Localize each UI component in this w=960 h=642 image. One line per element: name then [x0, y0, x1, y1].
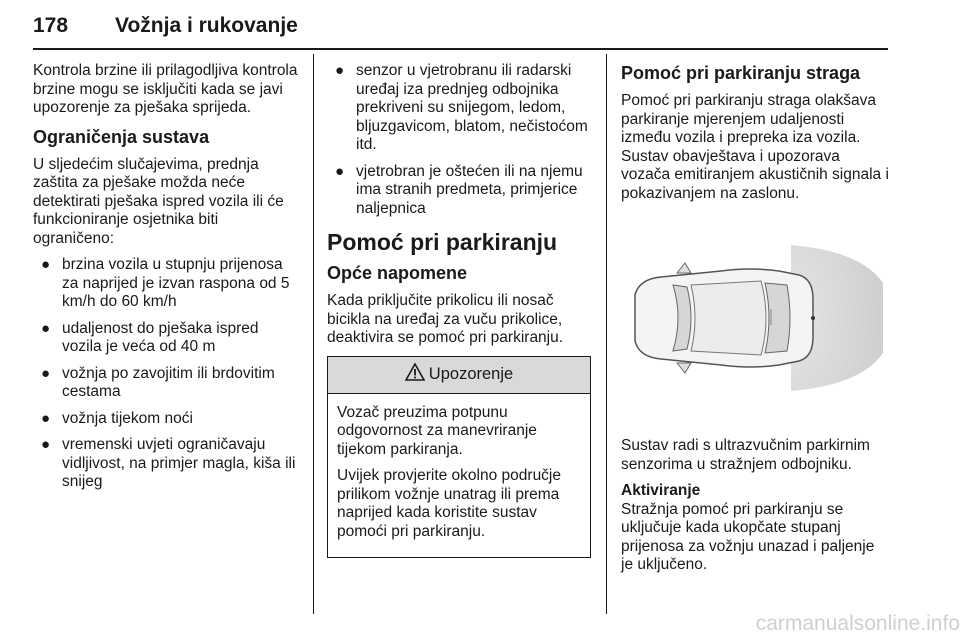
column-left	[33, 62, 301, 500]
warning-body	[328, 394, 590, 558]
rear-parking-paragraph: Pomoć pri parkiranju straga olakšava parkiranje mjerenjem udaljenosti između vozila i prepreka iza vozila. Sustav obavještava i upozorava vozača emitiranjem akustičnih signala i pokazivanjem na zaslonu.	[621, 92, 889, 202]
car-sensor-illustration	[621, 213, 885, 423]
rear-parking-heading: Pomoć pri parkiranju straga	[621, 63, 861, 83]
parking-assist-title: Pomoć pri parkiranju	[327, 229, 558, 255]
list-item: ● vožnja po zavojitim ili brdovitim cestama	[41, 364, 275, 400]
bullet-icon: ●	[41, 409, 51, 427]
bullet-icon: ●	[335, 162, 345, 180]
warning-triangle-icon	[405, 363, 425, 386]
activation-paragraph: Stražnja pomoć pri parkiranju se uključuje kada ukopčate stupanj prijenosa za vožnju unazad i paljenje je uključeno.	[621, 500, 875, 573]
list-item: ● vožnja tijekom noći	[41, 409, 193, 427]
list-item: ● udaljenost do pješaka ispred vozila je veća od 40 m	[41, 319, 259, 355]
list-item: ● vremenski uvjeti ograničavaju vidljivost, na primjer magla, kiša ili snijeg	[41, 436, 296, 490]
sensor-paragraph: Sustav radi s ultrazvučnim parkirnim senzorima u stražnjem odbojniku.	[621, 437, 870, 473]
bullet-icon: ●	[41, 364, 51, 382]
page-header	[33, 14, 888, 48]
warning-paragraph: Uvijek provjerite okolno područje prilikom vožnje unatrag ili prema naprijed kada koristite sustav pomoći pri parkiranju.	[337, 467, 562, 540]
system-limits-heading: Ograničenja sustava	[33, 126, 210, 147]
bullet-icon: ●	[335, 62, 345, 79]
bullet-icon: ●	[41, 319, 51, 337]
column-middle	[327, 62, 593, 558]
bullet-icon: ●	[41, 256, 51, 273]
general-notes-heading: Opće napomene	[327, 263, 468, 283]
list-item: ● brzina vozila u stupnju prijenosa za naprijed je izvan raspona od 5 km/h do 60 km/h	[41, 256, 290, 310]
warning-paragraph: Vozač preuzima potpunu odgovornost za manevriranje tijekom parkiranja.	[337, 403, 537, 458]
column-divider-2	[606, 54, 607, 614]
system-limits-paragraph: U sljedećim slučajevima, prednja zaštita za pješake možda neće detektirati pješaka ispred vozila ili će funkcioniranje osjetnika biti ograničeno:	[33, 155, 284, 247]
warning-box	[327, 356, 591, 559]
list-item: ● senzor u vjetrobranu ili radarski uređaj iza prednjeg odbojnika prekriveni su snijegom, ledom, bljuzgavicom, blatom, nečistoćom itd.	[335, 62, 588, 153]
header-rule	[33, 48, 888, 50]
sensor-list	[327, 62, 593, 218]
limits-list	[33, 256, 301, 492]
warning-header	[328, 357, 590, 394]
general-notes-paragraph: Kada priključite prikolicu ili nosač bicikla na uređaj za vuču prikolice, deaktivira se pomoć pri parkiranju.	[327, 292, 564, 346]
chapter-title: Vožnja i rukovanje	[115, 14, 298, 37]
page-number: 178	[33, 14, 69, 37]
list-item: ● vjetrobran je oštećen ili na njemu ima stranih predmeta, primjerice naljepnica	[335, 162, 583, 217]
bullet-icon: ●	[41, 436, 51, 453]
column-divider-1	[313, 54, 314, 614]
intro-paragraph: Kontrola brzine ili prilagodljiva kontrola brzine mogu se isključiti kada se javi upozorenje za pješaka sprijeda.	[33, 62, 298, 116]
watermark: carmanualsonline.info	[755, 612, 960, 635]
warning-title: Upozorenje	[428, 365, 514, 384]
activation-heading: Aktiviranje	[621, 482, 701, 499]
column-right	[621, 62, 889, 583]
